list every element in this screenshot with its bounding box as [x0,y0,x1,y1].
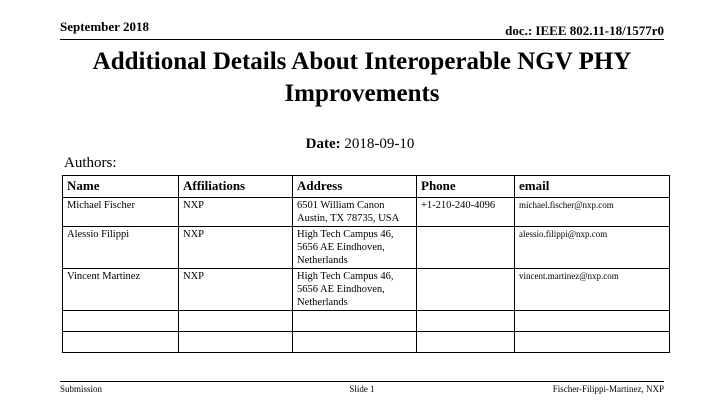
cell-phone: +1-210-240-4096 [417,198,515,227]
header-doc-id: doc.: IEEE 802.11-18/1577r0 [505,23,664,38]
cell-affiliation: NXP [179,269,293,311]
table-row [63,332,670,353]
header-affiliations: Affiliations [179,176,293,198]
slide-title: Additional Details About Interoperable NGV PHY Improvements [92,48,632,107]
cell-address: 6501 William Canon Austin, TX 78735, USA [293,198,417,227]
cell-name: Michael Fischer [63,198,179,227]
table-row [63,227,670,269]
table-row [63,269,670,311]
date-label: Date: [305,136,341,152]
cell-address [293,311,417,332]
cell-email: michael.fischer@nxp.com [515,198,670,227]
cell-email [515,332,670,353]
cell-affiliation [179,332,293,353]
header-email: email [515,176,670,198]
cell-name [63,311,179,332]
cell-affiliation [179,311,293,332]
table-row [63,198,670,227]
cell-name: Alessio Filippi [63,227,179,269]
table-row [63,311,670,332]
footer-rule [60,381,664,382]
cell-phone [417,269,515,311]
cell-name [63,332,179,353]
cell-affiliation: NXP [179,198,293,227]
footer-right: Fischer-Filippi-Martinez, NXP [552,384,664,394]
cell-email: alessio.filippi@nxp.com [515,227,670,269]
footer-left: Submission [60,384,103,394]
header-name: Name [63,176,179,198]
header-phone: Phone [417,176,515,198]
cell-name: Vincent Martinez [63,269,179,311]
header-address: Address [293,176,417,198]
header-rule [60,39,664,40]
authors-table [62,175,670,353]
cell-phone [417,311,515,332]
date-line [0,136,720,153]
cell-address [293,332,417,353]
header-date: September 2018 [60,19,149,34]
cell-phone [417,227,515,269]
date-value: 2018-09-10 [344,136,415,152]
cell-address: High Tech Campus 46, 5656 AE Eindhoven, Netherlands [293,227,417,269]
cell-email: vincent.martinez@nxp.com [515,269,670,311]
cell-email [515,311,670,332]
authors-label: Authors: [64,155,117,171]
footer-center: Slide 1 [349,384,375,394]
cell-phone [417,332,515,353]
cell-affiliation: NXP [179,227,293,269]
table-header-row [63,176,670,198]
cell-address: High Tech Campus 46, 5656 AE Eindhoven, Netherlands [293,269,417,311]
